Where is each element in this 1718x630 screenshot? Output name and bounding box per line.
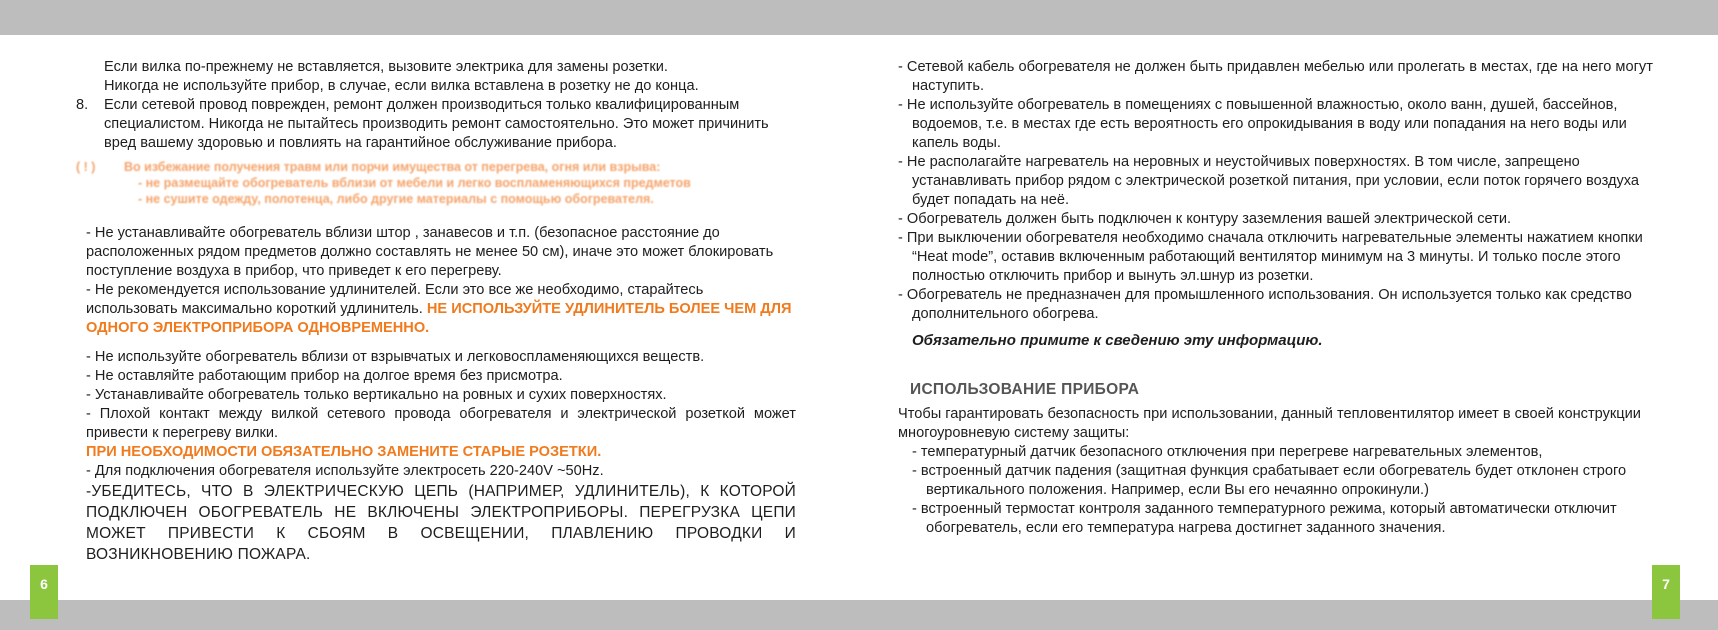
bullet-cable: - Сетевой кабель обогревателя не должен быть придавлен мебелью или пролегать в местах, где на него могут наступить. [898,59,1653,94]
protection-thermostat: - встроенный термостат контроля заданного температурного режима, который автоматически отключит обогреватель, если его температура нагрева достигнет заданного значения. [912,501,1617,536]
curtains-paragraph: - Не устанавливайте обогреватель вблизи штор , занавесов и т.п. (безопасное расстояние до расположенных рядом предметов должно составлять не менее 50 см), иначе это может блокировать поступление воздуха в прибор, что приведет к его перегреву. [86,225,774,279]
item-8-text: Если сетевой провод поврежден, ремонт должен производиться только квалифицированным специалистом. Никогда не пытайтесь производить ремонт самостоятельно. Это может причинить вред вашему здоровью и повлиять на гарантийное обслуживание прибора. [104,97,769,151]
bullet-surfaces: - Не располагайте нагреватель на неровных и неустойчивых поверхностях. В том числе, запрещено устанавливать прибор рядом с электрической розеткой питания, при условии, если поток горячего воздуха будет попадать на неё. [898,154,1640,208]
page-number-right: 7 [1652,565,1680,619]
protection-temperature: - температурный датчик безопасного отключения при перегреве нагревательных элементов, [912,444,1543,460]
extension-text: - Не рекомендуется использование удлинителей. Если это все же необходимо, старайтесь использовать максимально короткий удлинитель. [86,282,704,317]
warning-mark: ( ! ) [76,160,96,174]
usage-intro: Чтобы гарантировать безопасность при использовании, данный тепловентилятор имеет в своей конструкции многоуровневую систему защиты: [898,406,1641,441]
item-8-number: 8. [76,97,89,113]
bullet-grounding: - Обогреватель должен быть подключен к контуру заземления вашей электрической сети. [898,211,1512,227]
ensure-paragraph: -УБЕДИТЕСЬ, ЧТО В ЭЛЕКТРИЧЕСКУЮ ЦЕПЬ (НАПРИМЕР, УДЛИНИТЕЛЬ), К КОТОРОЙ ПОДКЛЮЧЕН ОБОГРЕВАТЕЛЬ НЕ ВКЛЮЧЕНЫ ЭЛЕКТРОПРИБОРЫ. ПЕРЕГРУЗКА ЦЕПИ МОЖЕТ ПРИВЕСТИ К СБОЯМ В ОСВЕЩЕНИИ, ПЛАВЛЕНИЮ ПРОВОДКИ И ВОЗНИКНОВЕНИЮ ПОЖАРА. [86,483,796,563]
contact-paragraph: - Плохой контакт между вилкой сетевого провода обогревателя и электрической розеткой может привести к перегреву вилки. [86,406,796,441]
replace-sockets-warning: ПРИ НЕОБХОДИМОСТИ ОБЯЗАТЕЛЬНО ЗАМЕНИТЕ СТАРЫЕ РОЗЕТКИ. [86,444,602,460]
warning-line-3: - не сушите одежду, полотенца, либо другие материалы с помощью обогревателя. [138,192,654,206]
intro-line-1: Если вилка по-прежнему не вставляется, вызовите электрика для замены розетки. [104,59,668,75]
extension-warning: НЕ ИСПОЛЬЗУЙТЕ УДЛИНИТЕЛЬ БОЛЕЕ ЧЕМ ДЛЯ ОДНОГО ЭЛЕКТРОПРИБОРА ОДНОВРЕМЕННО. [86,301,792,336]
page-number-left: 6 [30,565,58,619]
notice-text: Обязательно примите к сведению эту информацию. [912,332,1323,349]
warning-line-1: Во избежание получения травм или порчи имущества от перегрева, огня или взрыва: [124,160,661,174]
protection-fall-sensor: - встроенный датчик падения (защитная функция срабатывает если обогреватель будет отклонен строго вертикального положения. Например, если Вы его нечаянно опрокинули.) [912,463,1627,498]
vertical-line: - Устанавливайте обогреватель только вертикально на ровных и сухих поверхностях. [86,387,667,403]
top-band [0,0,1718,35]
extension-paragraph [86,281,796,338]
bullet-industrial: - Обогреватель не предназначен для промышленного использования. Он используется только как средство дополнительного обогрева. [898,287,1632,322]
warning-block [76,160,796,210]
section-title: ИСПОЛЬЗОВАНИЕ ПРИБОРА [910,381,1140,398]
network-line: - Для подключения обогревателя используйте электросеть 220-240V ~50Hz. [86,463,604,479]
explosive-line: - Не используйте обогреватель вблизи от взрывчатых и легковоспламеняющихся веществ. [86,349,705,365]
warning-line-2: - не размещайте обогреватель вблизи от мебели и легко воспламеняющихся предметов [138,176,691,190]
intro-line-2: Никогда не используйте прибор, в случае, если вилка вставлена в розетку не до конца. [104,78,699,94]
bullet-humidity: - Не используйте обогреватель в помещениях с повышенной влажностью, около ванн, душей, бассейнов, водоемов, т.е. в местах где есть вероятность его опрокидывания в воду или попадания на него воды или капель воды. [898,97,1627,151]
bullet-shutdown: - При выключении обогревателя необходимо сначала отключить нагревательные элементы нажатием кнопки “Heat mode”, оставив включенным работающий вентилятор минимум на 3 минуты. И только после этого полностью отключить прибор и вынуть эл.шнур из розетки. [898,230,1643,284]
unattended-line: - Не оставляйте работающим прибор на долгое время без присмотра. [86,368,563,384]
bottom-band [0,600,1718,630]
